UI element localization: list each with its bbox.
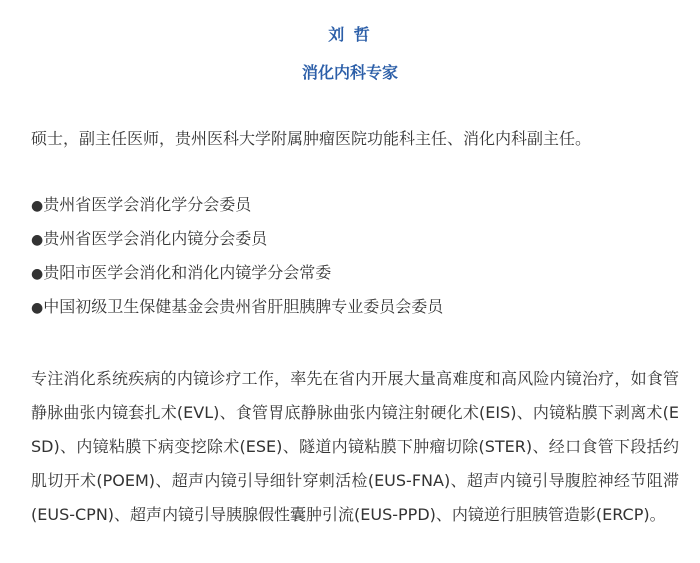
intro-paragraph: 硕士，副主任医师，贵州医科大学附属肿瘤医院功能科主任、消化内科副主任。 bbox=[31, 129, 592, 148]
role-text: 贵阳市医学会消化和消化内镜学分会常委 bbox=[43, 263, 332, 282]
role-text: 贵州省医学会消化内镜分会委员 bbox=[43, 229, 268, 248]
doctor-title: 消化内科专家 bbox=[301, 63, 398, 82]
bullet-icon: ● bbox=[31, 266, 44, 282]
list-item bbox=[31, 192, 681, 226]
role-text: 贵州省医学会消化学分会委员 bbox=[43, 195, 252, 214]
list-item bbox=[31, 260, 681, 294]
bullet-icon: ● bbox=[31, 198, 44, 214]
bullet-icon: ● bbox=[31, 300, 44, 316]
role-text: 中国初级卫生保健基金会贵州省肝胆胰脾专业委员会委员 bbox=[43, 297, 444, 316]
list-item bbox=[31, 226, 681, 260]
description-paragraph: 专注消化系统疾病的内镜诊疗工作，率先在省内开展大量高难度和高风险内镜治疗，如食管静脉曲张内镜套扎术(EVL)、食管胃底静脉曲张内镜注射硬化术(EIS)、内镜粘膜下剥离术(ESD)、内镜粘膜下病变挖除术(ESE)、隧道内镜粘膜下肿瘤切除(STER)、经口食管下段括约肌切开术(POEM)、超声内镜引导细针穿刺活检(EUS-FNA)、超声内镜引导腹腔神经节阻滞(EUS-CPN)、超声内镜引导胰腺假性囊肿引流(EUS-PPD)、内镜逆行胆胰管造影(ERCP)。 bbox=[31, 369, 679, 524]
bullet-icon: ● bbox=[31, 232, 44, 248]
list-item bbox=[31, 294, 681, 328]
roles-list bbox=[31, 192, 681, 328]
doctor-name: 刘 哲 bbox=[328, 25, 372, 44]
